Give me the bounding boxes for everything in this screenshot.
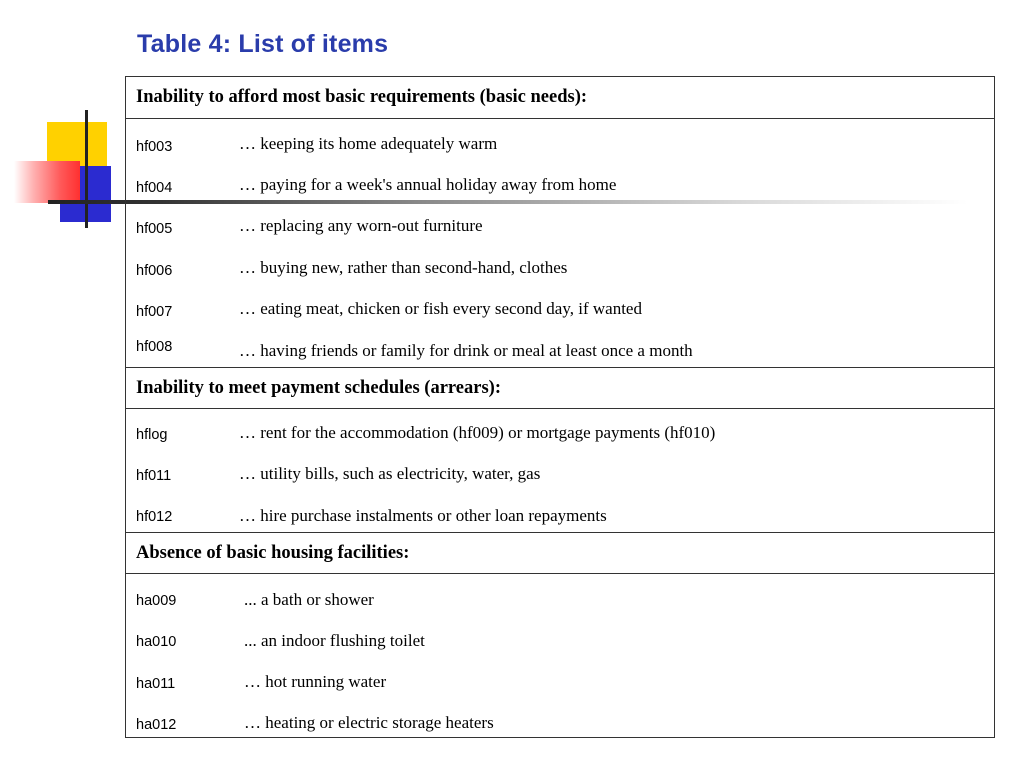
item-code: hf008 <box>136 339 173 355</box>
blue-square-decoration <box>60 166 111 222</box>
item-description: … rent for the accommodation (hf009) or mortgage payments (hf010) <box>239 423 716 442</box>
item-description: ... a bath or shower <box>244 590 374 609</box>
item-code: hf006 <box>136 263 173 279</box>
item-description: … utility bills, such as electricity, water, gas <box>239 464 541 483</box>
table-row <box>126 424 994 446</box>
item-code: ha009 <box>136 593 177 609</box>
table-row <box>126 631 994 653</box>
item-code: hflog <box>136 427 168 443</box>
item-description: … hot running water <box>244 672 387 691</box>
section-heading-basic-needs: Inability to afford most basic requirements (basic needs): <box>126 77 994 119</box>
item-description: … buying new, rather than second-hand, clothes <box>239 258 568 277</box>
section-heading-arrears: Inability to meet payment schedules (arrears): <box>126 367 994 409</box>
item-code: hf003 <box>136 139 173 155</box>
table-row <box>126 258 994 280</box>
table-row <box>126 714 994 736</box>
table-row <box>126 673 994 695</box>
section-heading-housing-facilities: Absence of basic housing facilities: <box>126 532 994 574</box>
item-code: hf011 <box>136 468 172 484</box>
item-code: ha010 <box>136 634 177 650</box>
item-description: … keeping its home adequately warm <box>239 134 498 153</box>
table-row <box>126 216 994 238</box>
table-row <box>126 175 994 197</box>
table-row <box>126 465 994 487</box>
item-code: ha012 <box>136 717 177 733</box>
item-description: … having friends or family for drink or meal at least once a month <box>239 341 693 360</box>
item-description: … hire purchase instalments or other loan repayments <box>239 506 607 525</box>
table-row <box>126 339 994 361</box>
item-description: … replacing any worn-out furniture <box>239 216 483 235</box>
table-row <box>126 590 994 612</box>
items-table <box>125 76 995 738</box>
item-code: hf007 <box>136 304 173 320</box>
item-code: hf012 <box>136 509 173 525</box>
item-description: … eating meat, chicken or fish every second day, if wanted <box>239 299 642 318</box>
item-code: hf005 <box>136 221 173 237</box>
item-code: ha011 <box>136 676 176 692</box>
slide-title: Table 4: List of items <box>137 30 389 58</box>
item-description: ... an indoor flushing toilet <box>244 631 425 650</box>
table-row <box>126 506 994 528</box>
yellow-square-decoration <box>47 122 107 179</box>
red-gradient-decoration <box>14 161 80 203</box>
item-description: … heating or electric storage heaters <box>244 713 494 732</box>
vertical-line-decoration <box>85 110 88 228</box>
item-description: … paying for a week's annual holiday away from home <box>239 175 617 194</box>
table-row <box>126 134 994 156</box>
table-row <box>126 299 994 321</box>
item-code: hf004 <box>136 180 173 196</box>
